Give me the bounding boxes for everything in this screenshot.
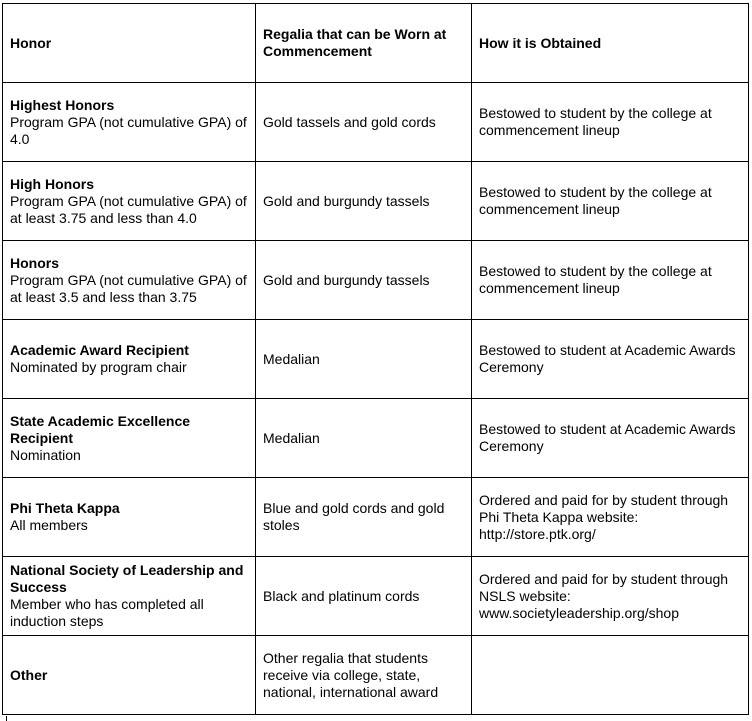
honor-description: Program GPA (not cumulative GPA) of at least 3.75 and less than 4.0 — [10, 192, 247, 226]
table-row — [3, 636, 749, 715]
table-row — [3, 241, 749, 320]
regalia-cell: Blue and gold cords and gold stoles — [256, 478, 472, 557]
honor-name: State Academic Excellence Recipient — [10, 412, 191, 446]
header-how-obtained: How it is Obtained — [472, 4, 749, 83]
honor-description: Program GPA (not cumulative GPA) of at least 3.5 and less than 3.75 — [10, 271, 247, 305]
honor-name: National Society of Leadership and Success — [10, 562, 244, 595]
honor-cell — [3, 241, 256, 320]
honor-name: Phi Theta Kappa — [10, 500, 120, 516]
table-row — [3, 83, 749, 162]
table-row — [3, 557, 749, 636]
honor-description: Nominated by program chair — [10, 359, 187, 375]
header-regalia: Regalia that can be Worn at Commencement — [256, 4, 472, 83]
obtained-cell: Bestowed to student at Academic Awards Ceremony — [472, 399, 749, 478]
table-row — [3, 478, 749, 557]
honor-cell — [3, 557, 256, 636]
obtained-cell: Bestowed to student at Academic Awards Ceremony — [472, 320, 749, 399]
honor-cell — [3, 636, 256, 715]
table-header-row — [3, 4, 749, 83]
obtained-cell: Ordered and paid for by student through Phi Theta Kappa website: http://store.ptk.org/ — [472, 478, 749, 557]
obtained-cell — [472, 636, 749, 715]
honor-description: All members — [10, 517, 88, 533]
honor-name: High Honors — [10, 175, 94, 192]
table-row — [3, 162, 749, 241]
honors-regalia-table — [2, 3, 749, 715]
honor-description: Nomination — [10, 446, 81, 463]
honor-cell — [3, 320, 256, 399]
honor-name: Academic Award Recipient — [10, 342, 189, 358]
header-honor: Honor — [3, 4, 256, 83]
honor-name: Honors — [10, 254, 59, 271]
regalia-cell: Black and platinum cords — [256, 557, 472, 636]
honor-cell — [3, 83, 256, 162]
honor-name: Highest Honors — [10, 96, 115, 113]
honor-description: Program GPA (not cumulative GPA) of 4.0 — [10, 113, 247, 147]
honor-name: Other — [10, 666, 48, 683]
regalia-cell: Gold and burgundy tassels — [256, 162, 472, 241]
regalia-cell: Gold and burgundy tassels — [256, 241, 472, 320]
obtained-cell: Bestowed to student by the college at commencement lineup — [472, 162, 749, 241]
page-edge-mark — [6, 716, 7, 721]
obtained-cell: Ordered and paid for by student through NSLS website: www.societyleadership.org/shop — [472, 557, 749, 636]
table-row — [3, 399, 749, 478]
table-row — [3, 320, 749, 399]
obtained-cell: Bestowed to student by the college at commencement lineup — [472, 83, 749, 162]
regalia-cell: Other regalia that students receive via college, state, national, international award — [256, 636, 472, 715]
regalia-cell: Medalian — [256, 399, 472, 478]
honor-cell — [3, 162, 256, 241]
regalia-cell: Gold tassels and gold cords — [256, 83, 472, 162]
honor-description: Member who has completed all induction steps — [10, 596, 204, 629]
obtained-cell: Bestowed to student by the college at commencement lineup — [472, 241, 749, 320]
honor-cell — [3, 478, 256, 557]
regalia-cell: Medalian — [256, 320, 472, 399]
honor-cell — [3, 399, 256, 478]
